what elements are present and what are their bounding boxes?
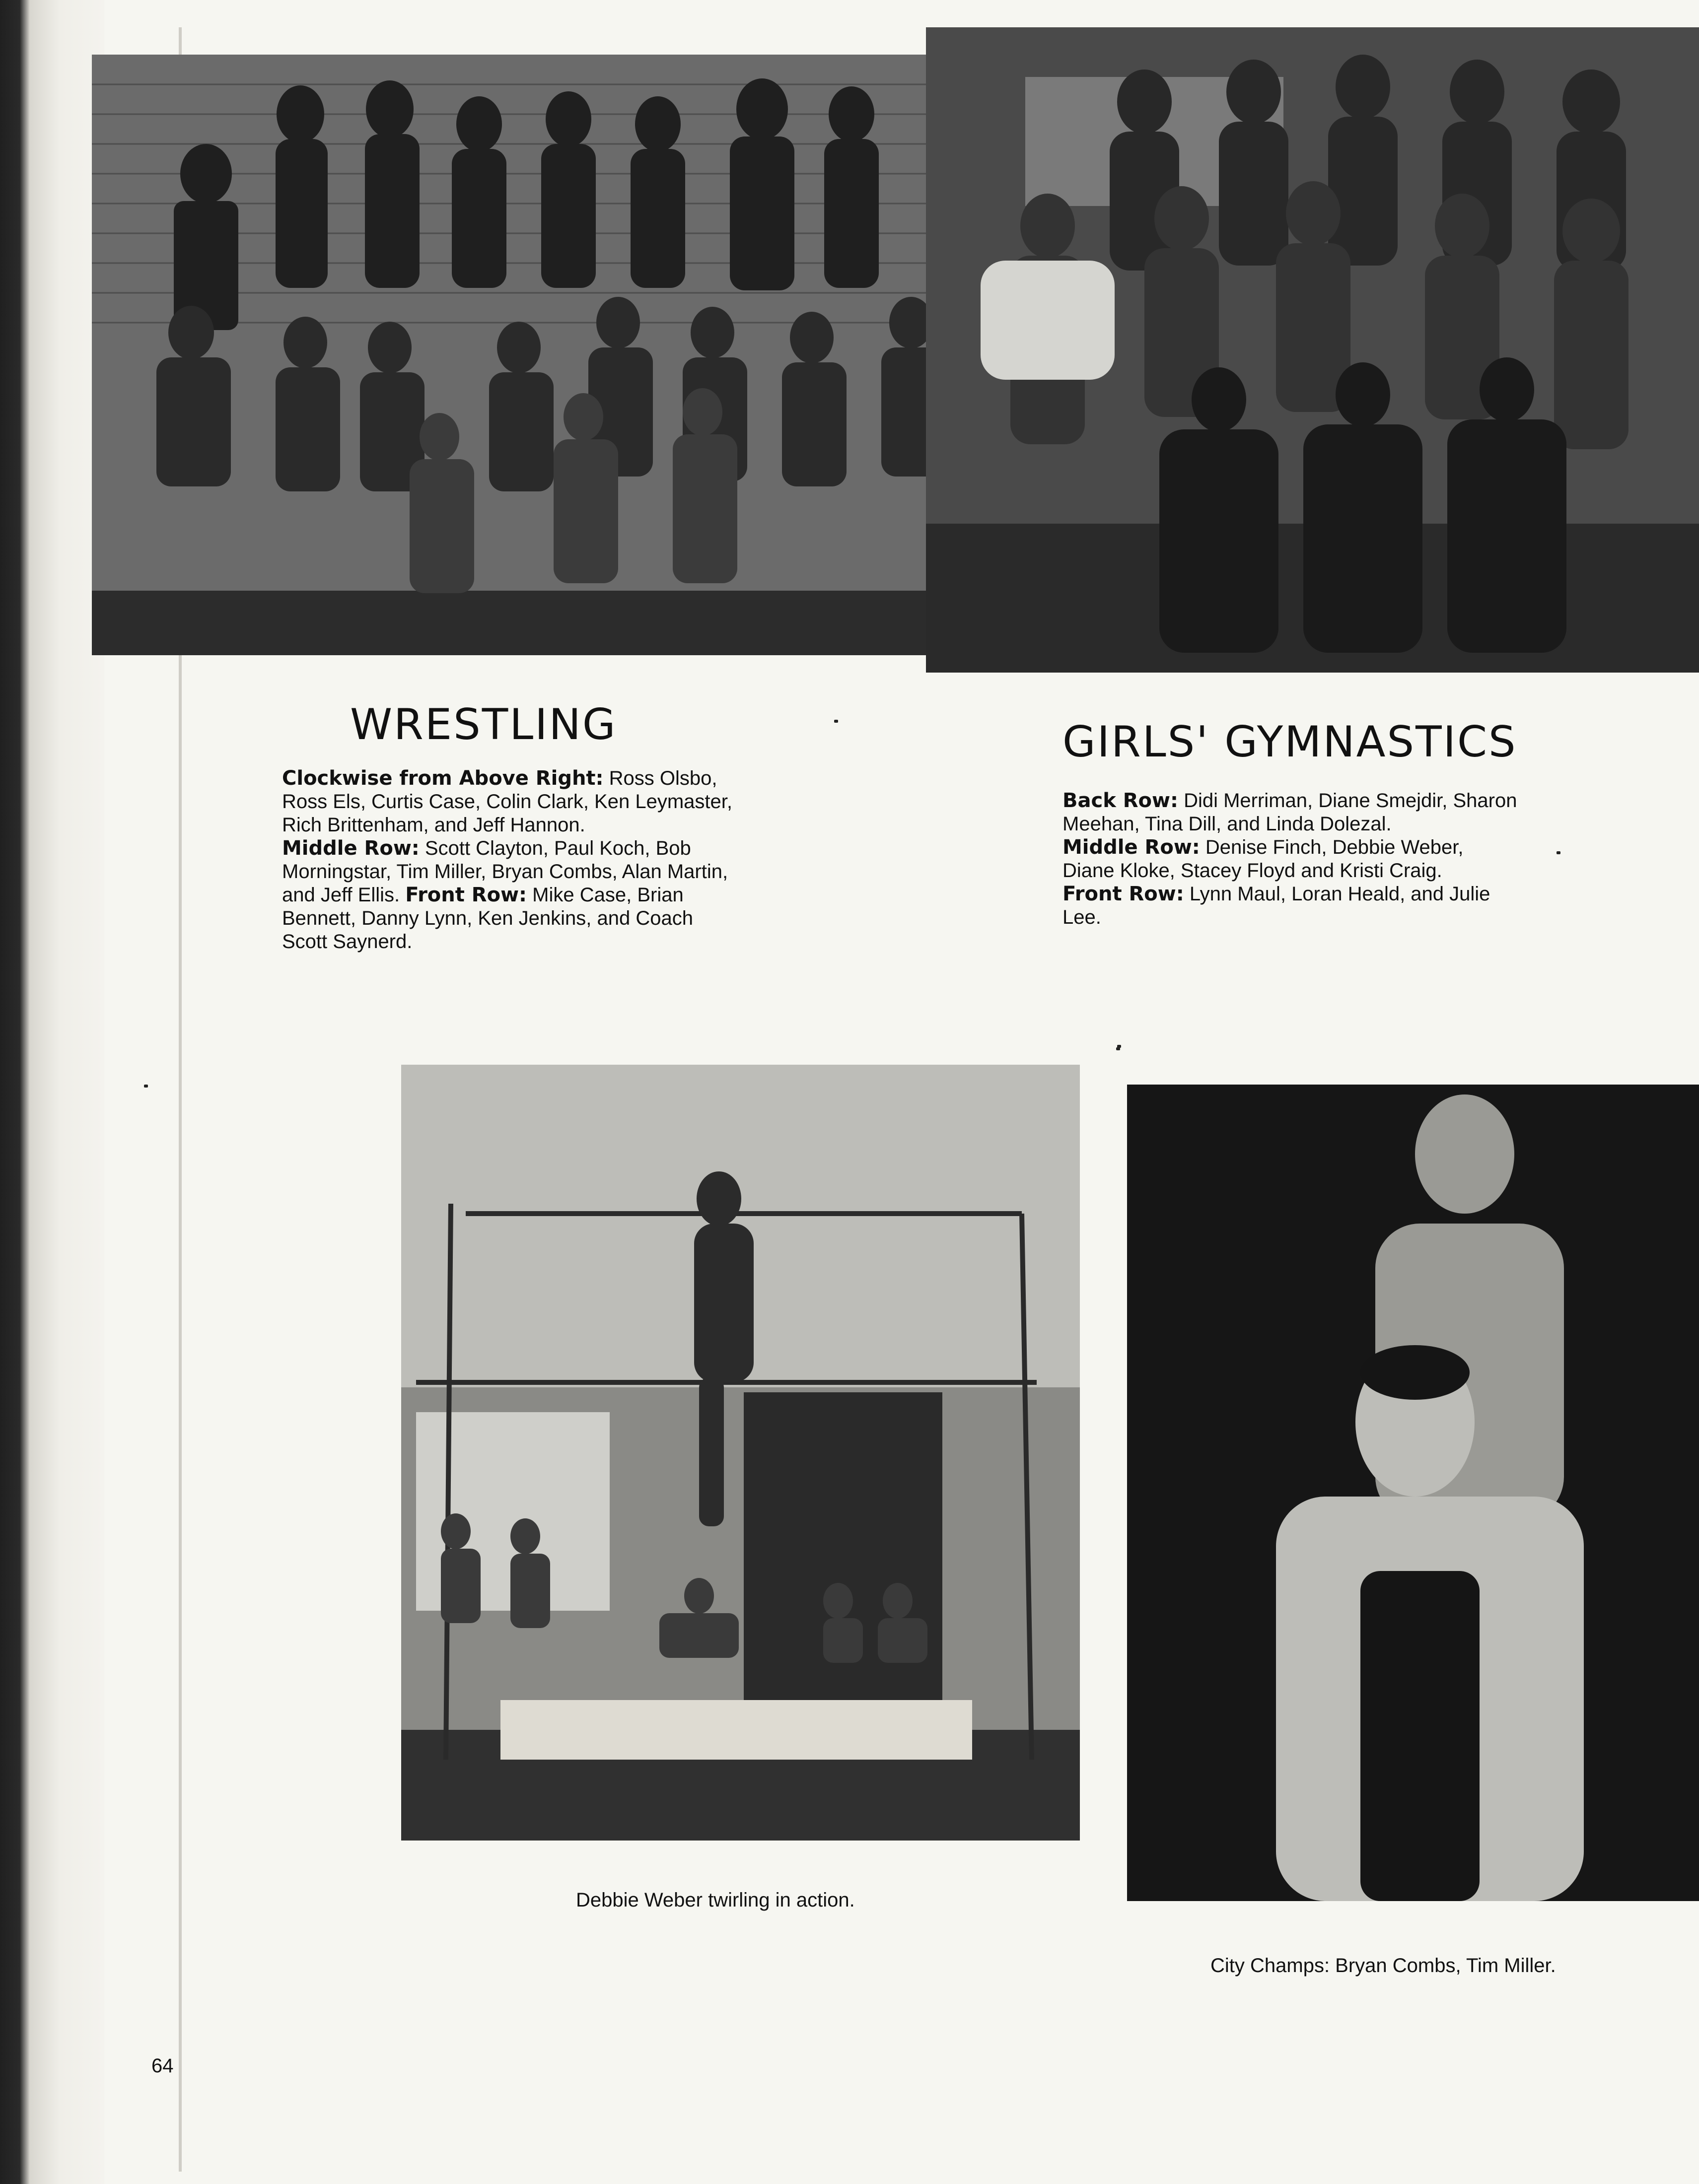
yearbook-page [104, 0, 1699, 2184]
row-label: Front Row: [1062, 883, 1184, 905]
row-names: Ross Olsbo, Ross Els, Curtis Case, Colin Clark, Ken Leymaster, Rich Brittenham, and Jeff Hannon. [282, 767, 732, 836]
print-speck [834, 720, 838, 723]
wrestling-title: WRESTLING [350, 700, 617, 750]
row-label: Clockwise from Above Right: [282, 767, 604, 790]
gymnastics-row-1 [1062, 789, 1519, 836]
print-speck [144, 1085, 148, 1088]
row-names: Lynn Maul, Loran Heald, and Julie Lee. [1062, 883, 1490, 928]
bars-photo-caption: Debbie Weber twirling in action. [576, 1889, 855, 1911]
print-speck [1116, 1047, 1120, 1050]
print-speck [1557, 851, 1560, 854]
row-label: Front Row: [405, 884, 527, 906]
book-binding [0, 0, 104, 2184]
wrestling-row-2 [282, 837, 739, 954]
row-names: Denise Finch, Debbie Weber, Diane Kloke, Stacey Floyd and Kristi Craig. [1062, 836, 1464, 882]
gymnastics-row-3 [1062, 883, 1519, 929]
city-champs-photo [1127, 1085, 1699, 1901]
gymnastics-title: GIRLS' GYMNASTICS [1062, 717, 1517, 767]
row-label: Middle Row: [1062, 836, 1200, 859]
uneven-bars-photo [401, 1065, 1080, 1841]
row-label: Middle Row: [282, 837, 420, 860]
wrestling-roster [282, 767, 739, 954]
wrestling-team-photo [92, 55, 983, 655]
page-number: 64 [151, 2055, 174, 2077]
row-names: Mike Case, Brian Bennett, Danny Lynn, Ken Jenkins, and Coach Scott Saynerd. [282, 884, 693, 953]
wrestling-row-1 [282, 767, 739, 837]
gymnastics-roster [1062, 789, 1519, 929]
row-label: Back Row: [1062, 789, 1178, 812]
champs-photo-caption: City Champs: Bryan Combs, Tim Miller. [1210, 1955, 1556, 1977]
gymnastics-team-photo [926, 27, 1699, 673]
gymnastics-row-2 [1062, 836, 1519, 883]
row-names: Scott Clayton, Paul Koch, Bob Morningstar, Tim Miller, Bryan Combs, Alan Martin, and Jeff Ellis. [282, 837, 728, 906]
row-names: Didi Merriman, Diane Smejdir, Sharon Meehan, Tina Dill, and Linda Dolezal. [1062, 790, 1517, 835]
